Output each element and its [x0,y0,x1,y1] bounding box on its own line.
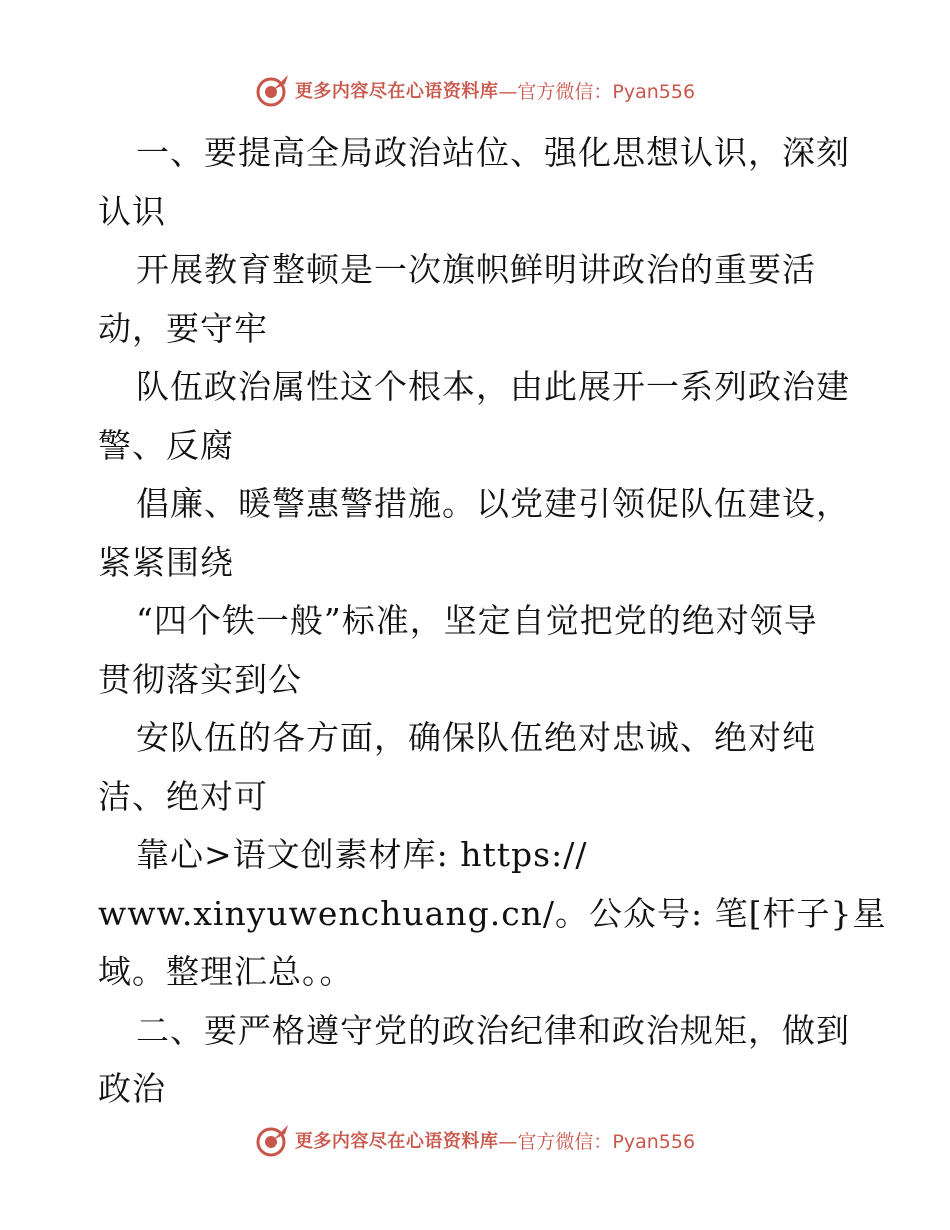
body-line: 一、要提高全局政治站位、强化思想认识，深刻 [136,133,850,172]
body-line: “四个铁一般”标准，坚定自觉把党的绝对领导 [136,601,818,640]
quill-logo-icon [255,72,291,108]
document-body [98,124,887,1119]
body-line: 政治 [98,1069,166,1108]
body-line: 开展教育整顿是一次旗帜鲜明讲政治的重要活 [136,250,816,289]
body-line: www.xinyuwenchuang.cn/。公众号: 笔[杆子}星 [98,893,887,933]
body-line: 二、要严格遵守党的政治纪律和政治规矩，做到 [136,1010,850,1050]
banner-brand-text: 更多内容尽在心语资料库 [294,1131,499,1152]
body-line: 倡廉、暖警惠警措施。以党建引领促队伍建设， [136,484,850,523]
footer-watermark-banner [0,1120,950,1160]
body-line: 认识 [98,191,166,231]
header-watermark-banner [0,70,950,110]
quill-logo-icon [255,1122,291,1158]
banner-official-text: —官方微信：Pyan556 [498,1130,696,1153]
body-line: 紧紧围绕 [98,542,234,582]
banner-brand-text: 更多内容尽在心语资料库 [294,81,499,102]
banner-official-text: —官方微信：Pyan556 [498,80,696,103]
body-line: 队伍政治属性这个根本，由此展开一系列政治建 [136,367,850,406]
body-line: 洁、绝对可 [98,776,268,816]
body-line: 贯彻落实到公 [98,659,302,699]
body-line: 警、反腐 [98,425,234,465]
body-line: 靠心>语文创素材库: https:// [136,835,588,874]
body-line: 域。整理汇总。。 [98,952,354,991]
body-line: 动，要守牢 [98,308,268,348]
body-line: 安队伍的各方面，确保队伍绝对忠诚、绝对纯 [136,718,816,757]
